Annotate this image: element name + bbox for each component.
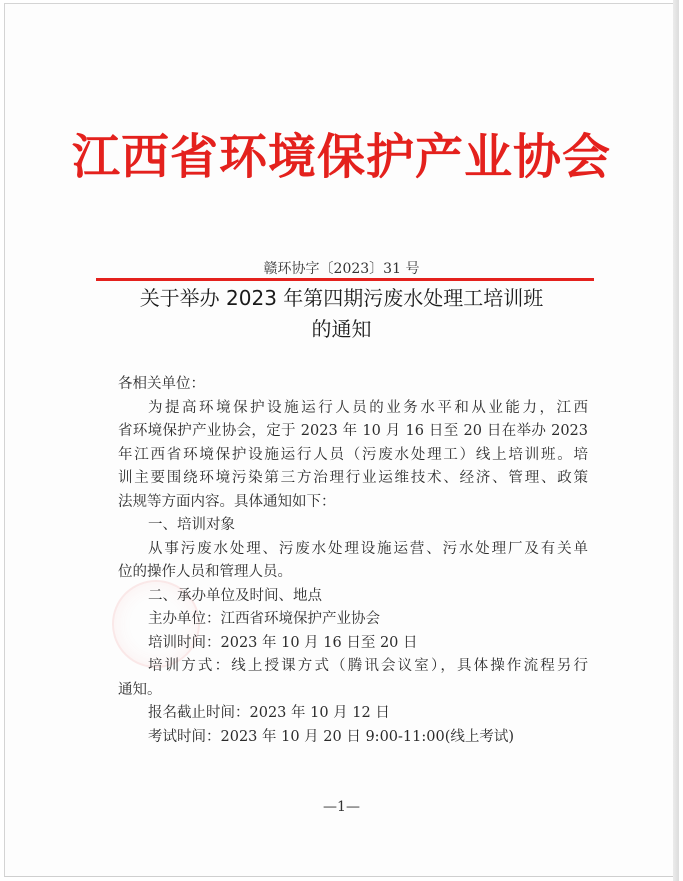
training-mode-line: 培训方式：线上授课方式（腾讯会议室），具体操作流程另行 [148, 658, 588, 674]
training-mode-line: 通知。 [118, 681, 162, 698]
training-time-line: 培训时间：2023 年 10 月 16 日至 20 日 [148, 634, 418, 651]
intro-paragraph-line: 训主要围绕环境污染第三方治理行业运维技术、经济、管理、政策 [118, 470, 588, 486]
registration-deadline-line: 报名截止时间：2023 年 10 月 12 日 [148, 705, 390, 721]
intro-paragraph-line: 为提高环境保护设施运行人员的业务水平和从业能力，江西 [148, 399, 588, 416]
intro-paragraph-line: 省环境保护产业协会，定于 2023 年 10 月 16 日至 20 日在举办 2023 [118, 423, 588, 439]
intro-paragraph-line: 法规等方面内容。具体通知如下： [118, 493, 336, 510]
section-2-heading: 二、承办单位及时间、地点 [148, 587, 322, 604]
document-number: 赣环协字〔2023〕31 号 [263, 261, 420, 277]
section-1-text-line: 从事污废水处理、污废水处理设施运营、污水处理厂及有关单 [148, 540, 588, 557]
organizer-line: 主办单位：江西省环境保护产业协会 [148, 611, 380, 627]
notice-title-line-1: 关于举办 2023 年第四期污废水处理工培训班 [139, 286, 544, 310]
notice-body [118, 373, 588, 749]
exam-time-line: 考试时间：2023 年 10 月 20 日 9:00-11:00(线上考试) [148, 728, 515, 745]
section-1-heading: 一、培训对象 [148, 517, 235, 533]
org-header-title: 江西省环境保护产业协会 [71, 129, 611, 185]
intro-paragraph-line: 年江西省环境保护设施运行人员（污废水处理工）线上培训班。培 [118, 446, 588, 463]
salutation: 各相关单位： [118, 376, 205, 392]
page-number: —1— [323, 799, 360, 815]
section-1-text-line: 位的操作人员和管理人员。 [118, 564, 292, 580]
notice-title-line-2: 的通知 [311, 317, 372, 341]
red-divider-line [96, 278, 594, 281]
